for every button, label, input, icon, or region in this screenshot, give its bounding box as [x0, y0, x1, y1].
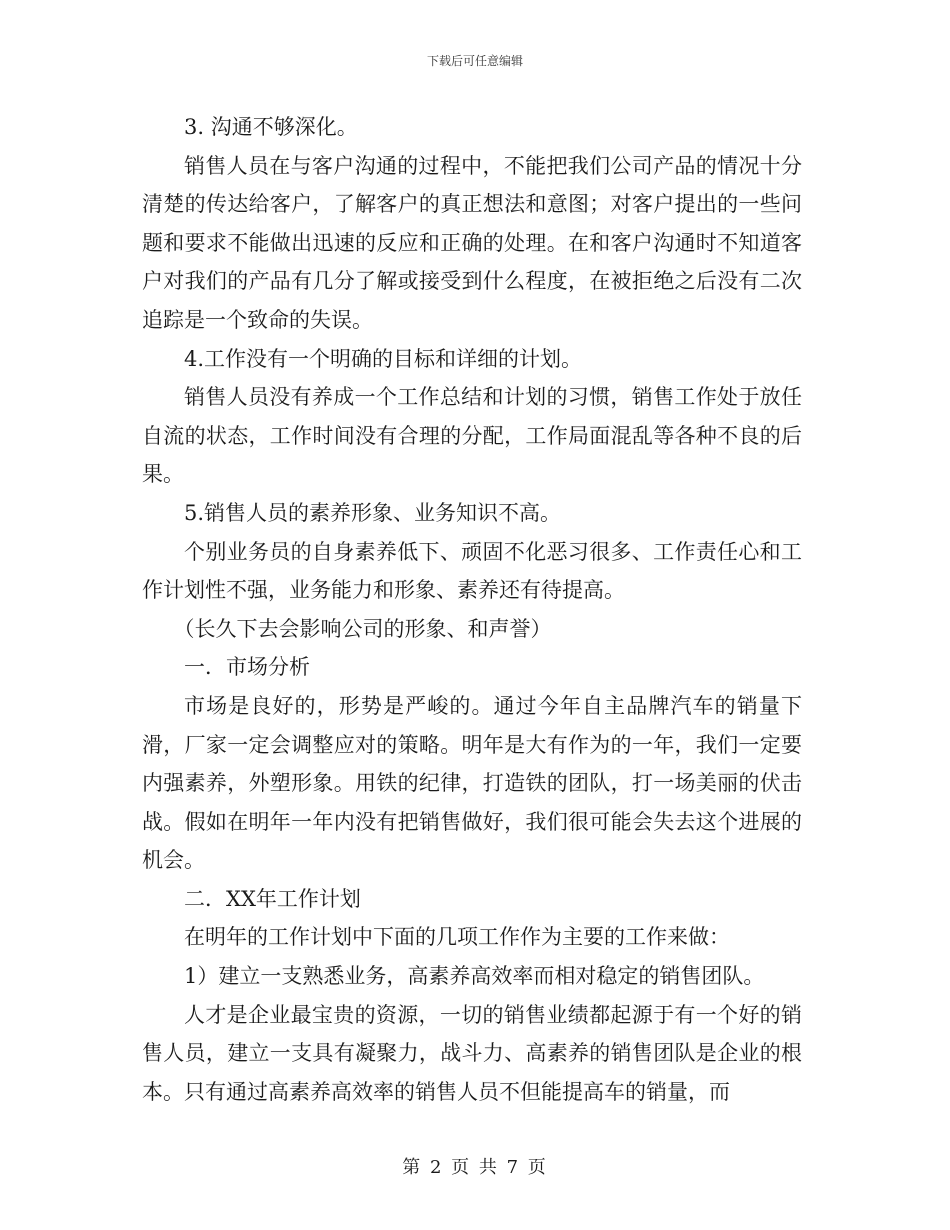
- parenthetical-note: （长久下去会影响公司的形象、和声誉）: [173, 616, 552, 641]
- paragraph: 市场是良好的，形势是严峻的。通过今年自主品牌汽车的销量下滑，厂家一定会调整应对的策略。明年是大有作为的一年，我们一定要内强素养，外塑形象。用铁的纪律，打造铁的团队，打一场美丽的伏击战。假如在明年一年内没有把销售做好，我们很可能会失去这个进展的机会。: [142, 693, 802, 873]
- section-heading-3: 3. 沟通不够深化。: [184, 115, 358, 139]
- paragraph: 销售人员在与客户沟通的过程中，不能把我们公司产品的情况十分清楚的传达给客户，了解客户的真正想法和意图；对客户提出的一些问题和要求不能做出迅速的反应和正确的处理。在和客户沟通时不知道客户对我们的产品有几分了解或接受到什么程度，在被拒绝之后没有二次追踪是一个致命的失误。: [142, 153, 802, 332]
- section-heading-5: 5.销售人员的素养形象、业务知识不高。: [184, 500, 562, 525]
- paragraph: 在明年的工作计划中下面的几项工作作为主要的工作来做：: [184, 925, 730, 950]
- document-body: [142, 108, 802, 1111]
- paragraph: 人才是企业最宝贵的资源，一切的销售业绩都起源于有一个好的销售人员，建立一支具有凝聚力，战斗力、高素养的销售团队是企业的根本。只有通过高素养高效率的销售人员不但能提高车的销量，而: [142, 1002, 802, 1104]
- page-number: 第 2 页 共 7 页: [402, 1157, 548, 1178]
- section-heading-market-analysis: 一．市场分析: [184, 655, 310, 680]
- section-heading-work-plan: 二．XX年工作计划: [184, 886, 361, 911]
- paragraph: 销售人员没有养成一个工作总结和计划的习惯，销售工作处于放任自流的状态，工作时间没有合理的分配，工作局面混乱等各种不良的后果。: [142, 385, 802, 487]
- paragraph: 个别业务员的自身素养低下、顽固不化恶习很多、工作责任心和工作计划性不强，业务能力和形象、素养还有待提高。: [142, 539, 802, 603]
- list-item: 1）建立一支熟悉业务，高素养高效率而相对稳定的销售团队。: [184, 964, 765, 989]
- section-heading-4: 4.工作没有一个明确的目标和详细的计划。: [184, 346, 583, 371]
- page-header: 下载后可任意编辑: [426, 54, 523, 68]
